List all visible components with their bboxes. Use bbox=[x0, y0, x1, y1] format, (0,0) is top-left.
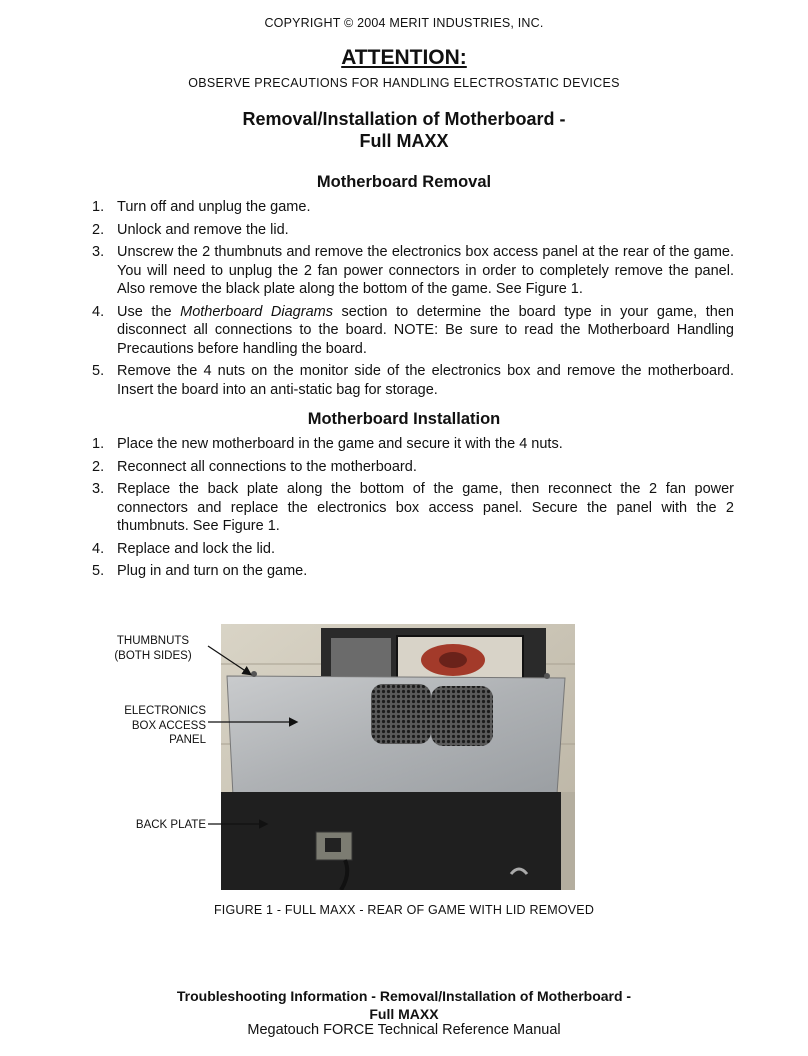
callout-back-plate: BACK PLATE bbox=[135, 819, 206, 831]
step-text: Plug in and turn on the game. bbox=[117, 563, 308, 579]
step-number: 4. bbox=[92, 303, 105, 320]
step-text: Replace the back plate along the bottom of the game, then reconnect the 2 fan power connectors and replace the electronics box access panel. Secure the panel with the 2 thumbnuts. See Figure 1. bbox=[117, 481, 734, 534]
step-number: 5. bbox=[92, 363, 105, 379]
page-title-line-1: Removal/Installation of Motherboard - bbox=[242, 109, 566, 129]
esd-warning: OBSERVE PRECAUTIONS FOR HANDLING ELECTROSTATIC DEVICES bbox=[188, 76, 620, 90]
removal-heading: Motherboard Removal bbox=[316, 173, 492, 191]
footer-title-line-1: Troubleshooting Information - Removal/Installation of Motherboard - bbox=[176, 988, 632, 1004]
step-number: 3. bbox=[92, 244, 105, 260]
footer-title-line-2: Full MAXX bbox=[369, 1006, 439, 1022]
callout-thumbnuts-line-1: THUMBNUTS bbox=[116, 635, 190, 647]
step-text: Reconnect all connections to the motherboard. bbox=[117, 458, 417, 475]
footer-title bbox=[0, 987, 808, 1023]
page-title-line-2: Full MAXX bbox=[359, 131, 449, 151]
step-text: Replace and lock the lid. bbox=[117, 540, 275, 557]
step-number: 2. bbox=[92, 458, 105, 475]
installation-heading: Motherboard Installation bbox=[307, 410, 501, 428]
step-text: Unscrew the 2 thumbnuts and remove the electronics box access panel at the rear of the game. You will need to unplug the 2 fan power connectors in order to completely remove the panel. Also remove the black plate along the bottom of the game. See Figure 1. bbox=[117, 244, 734, 297]
figure-caption: FIGURE 1 - FULL MAXX - REAR OF GAME WITH LID REMOVED bbox=[213, 903, 595, 917]
thumbnuts-leader-line bbox=[208, 646, 250, 674]
motherboard-diagrams-reference: Motherboard Diagrams bbox=[180, 303, 333, 320]
step-text-pre: Use the bbox=[117, 303, 181, 320]
step-text: Remove the 4 nuts on the monitor side of the electronics box and remove the motherboard. Insert the board into an anti-static bag for storage. bbox=[117, 363, 734, 398]
step-text: Turn off and unplug the game. bbox=[117, 199, 311, 215]
copyright-notice: COPYRIGHT © 2004 MERIT INDUSTRIES, INC. bbox=[264, 16, 544, 30]
callout-access-panel-line-1: ELECTRONICS bbox=[124, 705, 206, 717]
step-number: 1. bbox=[92, 436, 105, 452]
step-number: 5. bbox=[92, 563, 105, 579]
step-number: 4. bbox=[92, 540, 105, 557]
callout-thumbnuts-line-2: (BOTH SIDES) bbox=[114, 649, 192, 662]
callout-access-panel-line-3: PANEL bbox=[169, 734, 206, 746]
step-number: 2. bbox=[92, 221, 105, 238]
attention-heading: ATTENTION: bbox=[341, 46, 467, 69]
footer-manual-name: Megatouch FORCE Technical Reference Manual bbox=[247, 1022, 561, 1038]
step-text: Place the new motherboard in the game and secure it with the 4 nuts. bbox=[117, 436, 563, 452]
step-text-post: section to determine the board type in your game, then disconnect all connections to the board. NOTE: Be sure to read the Motherboard Handling Precautions before handling the board. bbox=[117, 303, 734, 357]
step-number: 1. bbox=[92, 199, 105, 215]
callout-access-panel-line-2: BOX ACCESS bbox=[131, 719, 206, 732]
step-number: 3. bbox=[92, 481, 105, 497]
step-text: Unlock and remove the lid. bbox=[117, 221, 289, 238]
